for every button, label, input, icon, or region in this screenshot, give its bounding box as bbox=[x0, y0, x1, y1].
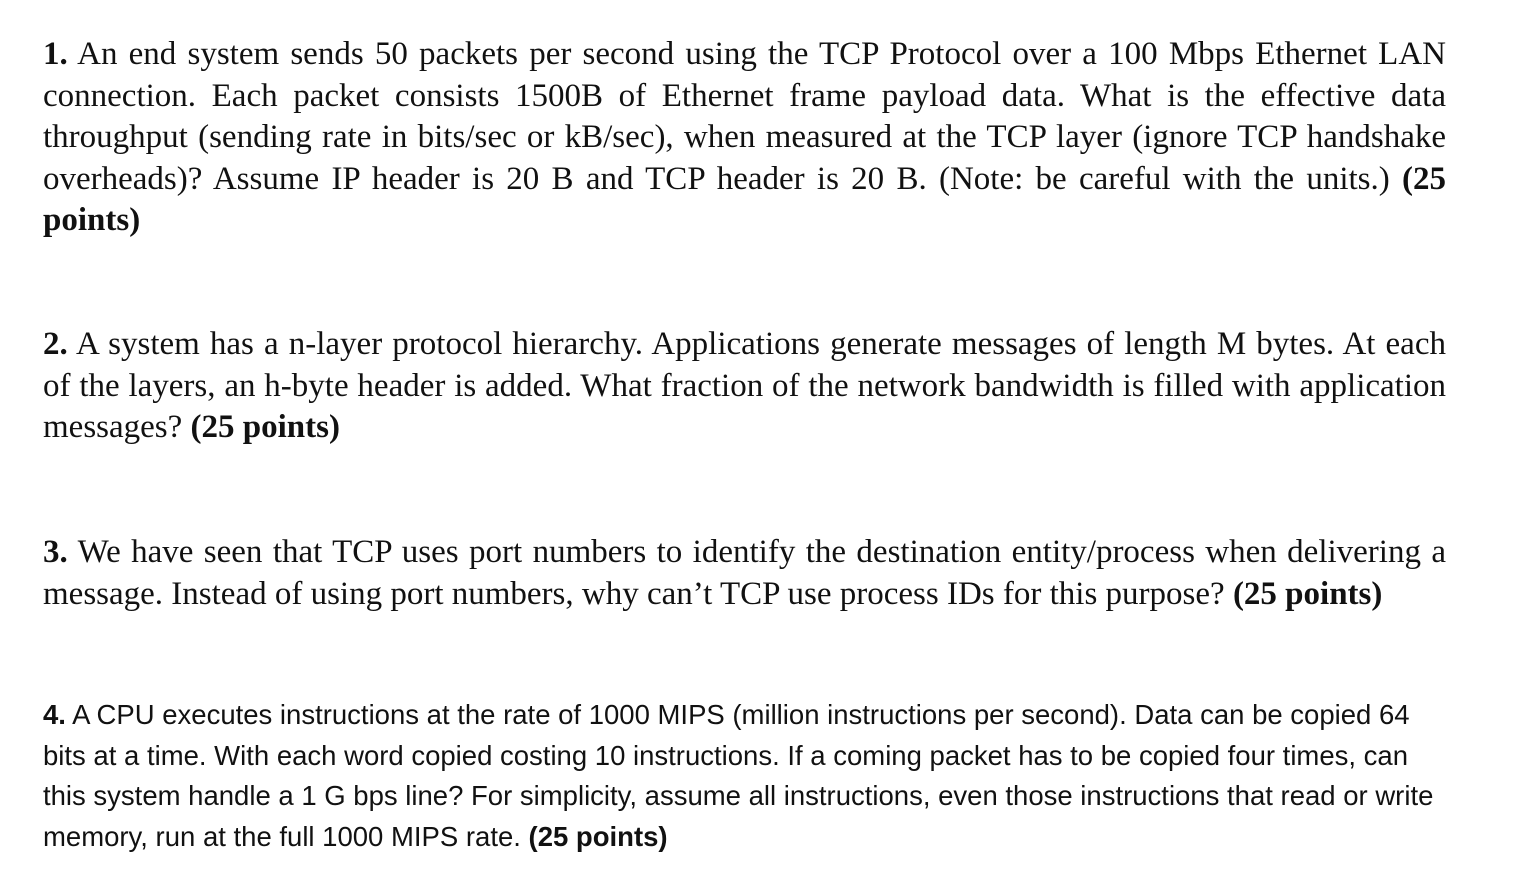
question-points: (25 points) bbox=[190, 409, 340, 445]
question-number: 2. bbox=[43, 326, 68, 362]
question-3 bbox=[43, 532, 1446, 615]
question-text: An end system sends 50 packets per second using the TCP Protocol over a 100 Mbps Ethernet LAN connection. Each packet consists 1500B of Ethernet frame payload data. What is the effective data throughput (sending rate in bits/sec or kB/sec), when measured at the TCP layer (ignore TCP handshake overheads)? Assume IP header is 20 B and TCP header is 20 B. (Note: be careful with the units.) bbox=[43, 36, 1446, 197]
question-number: 1. bbox=[43, 36, 68, 72]
question-1 bbox=[43, 34, 1446, 242]
question-2 bbox=[43, 324, 1446, 449]
question-points: (25 points) bbox=[528, 820, 668, 852]
question-text: A CPU executes instructions at the rate of 1000 MIPS (million instructions per second). Data can be copied 64 bits at a time. With each word copied costing 10 instructions. If a coming packet has to be copied four times, can this system handle a 1 G bps line? For simplicity, assume all instructions, even those instructions that read or write memory, run at the full 1000 MIPS rate. bbox=[43, 699, 1434, 852]
question-4 bbox=[43, 695, 1446, 857]
question-number: 4. bbox=[43, 699, 66, 730]
question-text: A system has a n-layer protocol hierarchy. Applications generate messages of length M bytes. At each of the layers, an h-byte header is added. What fraction of the network bandwidth is filled with application messages? bbox=[43, 326, 1446, 445]
question-text: We have seen that TCP uses port numbers to identify the destination entity/process when delivering a message. Instead of using port numbers, why can’t TCP use process IDs for this purpose? bbox=[43, 534, 1447, 612]
question-points: (25 points) bbox=[1232, 575, 1383, 612]
question-points: (25 points) bbox=[43, 160, 1446, 238]
question-number: 3. bbox=[43, 534, 68, 570]
